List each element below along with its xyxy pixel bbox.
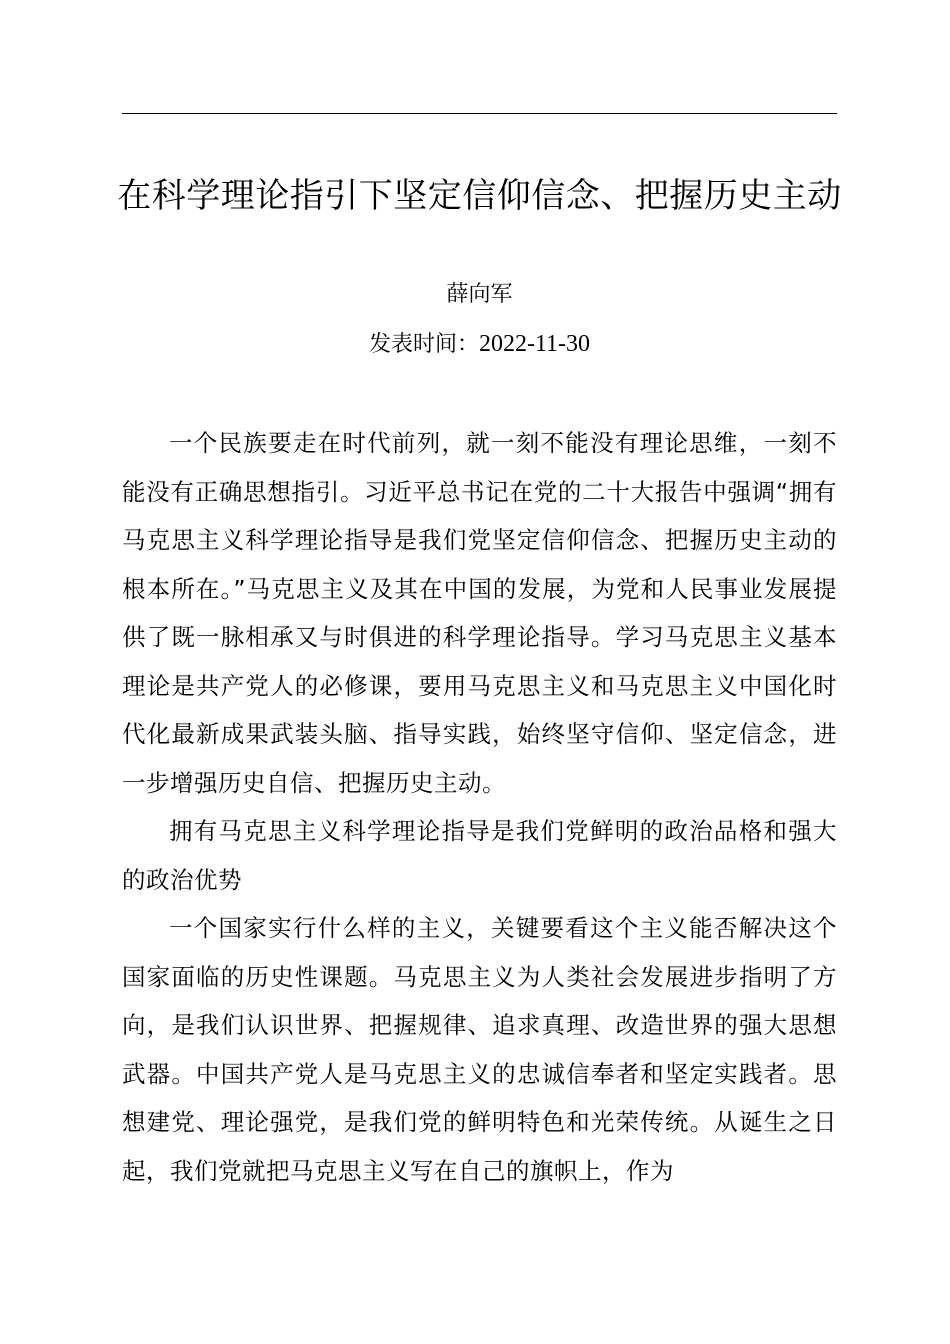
section-heading: 拥有马克思主义科学理论指导是我们党鲜明的政治品格和强大的政治优势: [122, 817, 837, 894]
article-author: 薛向军: [446, 282, 513, 307]
publish-date-value: 2022-11-30: [478, 331, 591, 357]
publish-date-line: [122, 329, 837, 360]
paragraph-body: 一个国家实行什么样的主义，关键要看这个主义能否解决这个国家面临的历史性课题。马克思主义为人类社会发展进步指明了方向，是我们认识世界、把握规律、追求真理、改造世界的强大思想武器。中国共产党人是马克思主义的忠诚信奉者和坚定实践者。思想建党、理论强党，是我们党的鲜明特色和光荣传统。从诞生之日起，我们党就把马克思主义写在自己的旗帜上，作为: [122, 914, 837, 1185]
article-title: 在科学理论指引下坚定信仰信念、把握历史主动: [117, 176, 842, 216]
header-rule: [122, 113, 837, 114]
publish-date-label: 发表时间：: [368, 332, 479, 357]
paragraph-intro: 一个民族要走在时代前列，就一刻不能没有理论思维，一刻不能没有正确思想指引。习近平总书记在党的二十大报告中强调“拥有马克思主义科学理论指导是我们党坚定信仰信念、把握历史主动的根本所在。”马克思主义及其在中国的发展，为党和人民事业发展提供了既一脉相承又与时俱进的科学理论指导。学习马克思主义基本理论是共产党人的必修课，要用马克思主义和马克思主义中国化时代化最新成果武装头脑、指导实践，始终坚守信仰、坚定信念，进一步增强历史自信、把握历史主动。: [122, 429, 837, 797]
article-body: [122, 419, 837, 1339]
